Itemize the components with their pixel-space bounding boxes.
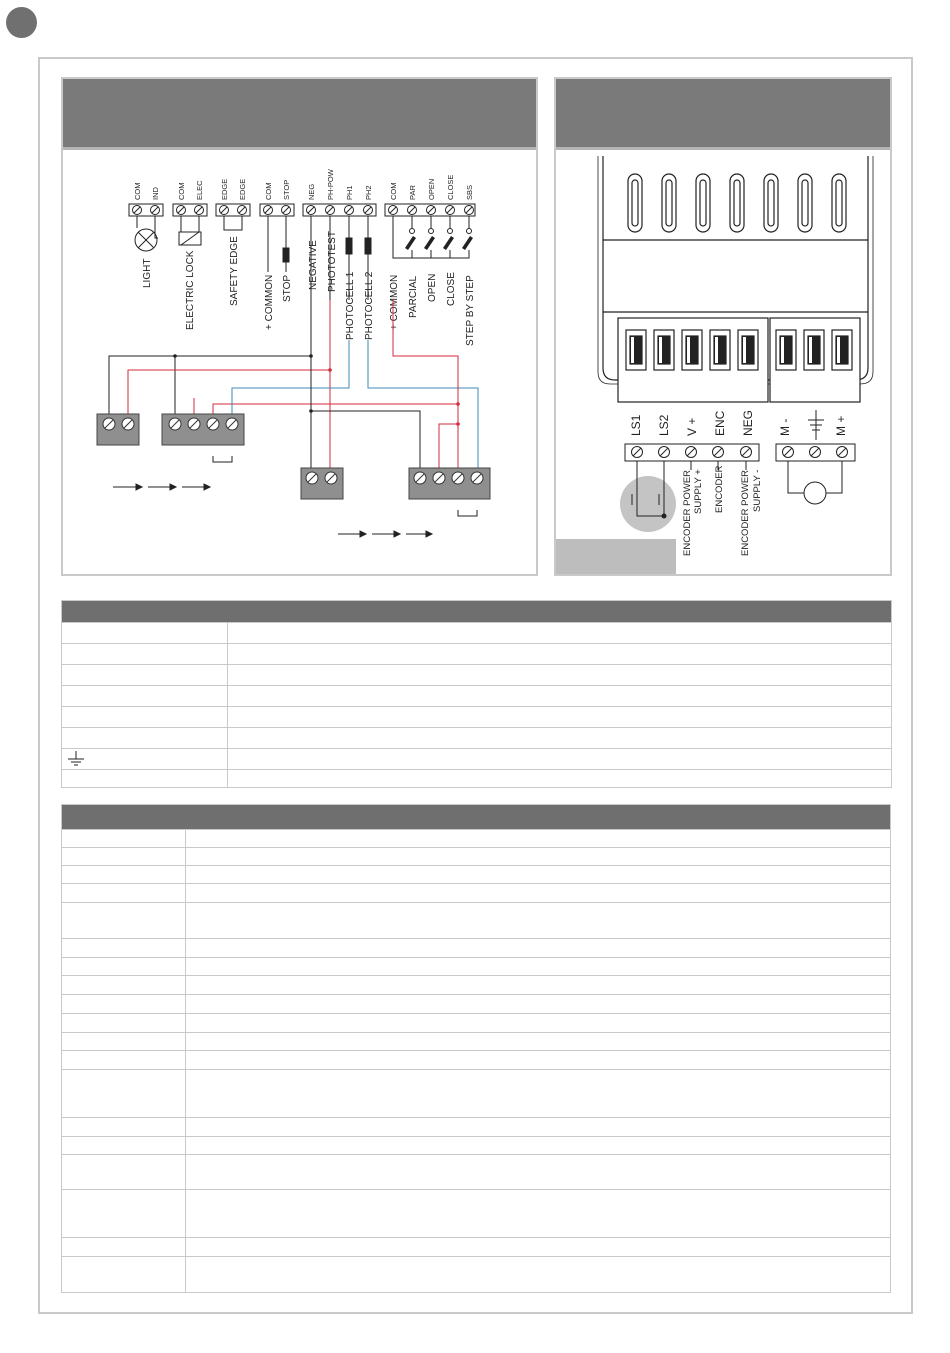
label-encoder: ENCODER [714,465,725,513]
table-row [62,1154,890,1189]
label-negative: NEGATIVE [308,240,319,290]
table-row [62,883,890,902]
terminal-label: EDGE [238,178,247,200]
table-1-header [62,601,891,622]
terminal-label: PH1 [345,185,354,200]
arrow-icons [113,484,432,537]
table-row [62,975,890,994]
terminal-enc: ENC [713,410,727,436]
terminal-label: COM [177,182,186,200]
terminal-label: NEG [307,183,316,200]
table-row [62,748,891,769]
table-row [62,1256,890,1294]
terminal-m-plus: M + [834,415,848,436]
table-row [62,1136,890,1154]
terminal-label: OPEN [427,178,436,200]
terminal-label: SBS [465,184,474,200]
table-row [62,938,890,957]
label-common-2: + COMMON [389,274,400,330]
terminal-label: IND [151,187,160,200]
label-phototest: PHOTOTEST [327,231,338,292]
ground-icon [808,410,824,440]
label-step-by-step: STEP BY STEP [465,275,476,346]
table-row [62,847,890,865]
vent-slots [628,174,846,232]
table-row [62,1069,890,1117]
terminal-ls1: LS1 [629,414,643,436]
table-2-header [62,805,890,829]
table-row [62,1013,890,1032]
label-safety-edge: SAFETY EDGE [229,236,240,306]
terminal-label: COM [389,182,398,200]
label-enc-supply-minus-2: SUPPLY - [752,469,763,512]
terminal-label: COM [133,182,142,200]
label-common-1: + COMMON [264,274,275,330]
table-row [62,769,891,789]
table-row [62,643,891,664]
terminal-label: ELEC [195,180,204,200]
terminal-label: CLOSE [446,174,455,200]
label-light: LIGHT [142,258,153,288]
label-enc-supply-minus-1: ENCODER POWER [740,469,751,556]
label-photocell-1: PHOTOCELL 1 [345,271,356,340]
table-row [62,1050,890,1069]
terminal-label: PH2 [364,185,373,200]
terminal-ls2: LS2 [657,414,671,436]
label-open: OPEN [427,273,438,302]
terminal-table-1 [61,600,892,788]
label-photocell-2: PHOTOCELL 2 [364,271,375,340]
terminal-blocks [97,414,490,499]
table-row [62,829,890,847]
motor-board-diagram [554,140,892,576]
label-close: CLOSE [446,272,457,306]
label-enc-supply-plus-1: ENCODER POWER [682,469,693,556]
terminal-v-plus: V + [685,417,699,436]
table-row [62,994,890,1013]
table-row [62,957,890,975]
table-row [62,1237,890,1256]
table-row [62,706,891,727]
motor-icon [804,482,826,504]
terminal-label: STOP [282,179,291,200]
ground-icon [67,751,85,767]
table-row [62,1117,890,1136]
table-row [62,622,891,643]
terminal-label: PAR [408,185,417,200]
table-row [62,685,891,706]
terminal-neg: NEG [741,409,755,436]
terminal-label: COM [264,182,273,200]
terminal-table-2 [61,804,891,1293]
table-row [62,1189,890,1237]
label-stop: STOP [282,274,293,302]
label-enc-supply-plus-2: SUPPLY + [693,469,704,514]
highlight-circle [620,476,676,532]
table-row [62,902,890,938]
label-electric-lock: ELECTRIC LOCK [185,250,196,330]
label-parcial: PARCIAL [408,275,419,318]
table-row [62,664,891,685]
terminal-m-minus: M - [778,418,792,436]
terminal-label: EDGE [220,178,229,200]
table-row [62,1032,890,1050]
terminal-label: PH-POW [326,169,335,200]
table-row [62,865,890,883]
table-row [62,727,891,748]
